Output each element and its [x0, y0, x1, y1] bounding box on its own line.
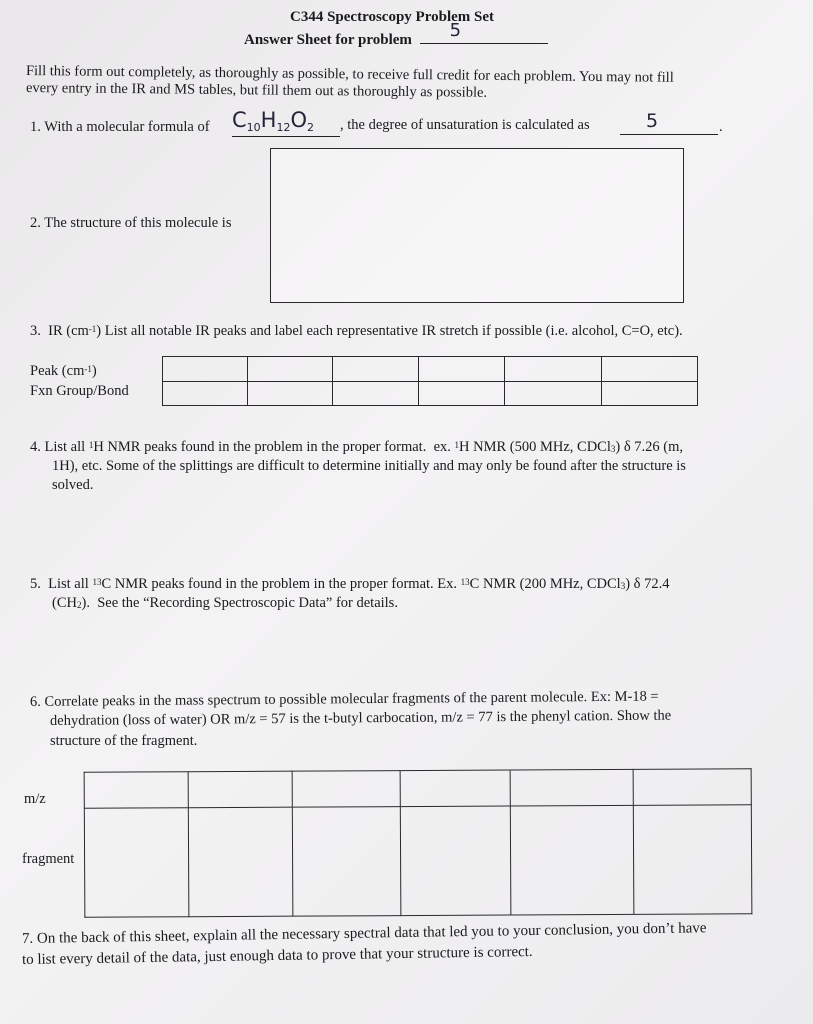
ir-group-cell[interactable]: [418, 381, 504, 406]
ms-mz-cell[interactable]: [633, 769, 752, 806]
q1-suffix: .: [719, 119, 723, 135]
ir-peak-cell[interactable]: [163, 357, 248, 382]
formula-value: $C_{10}H_{12}O_2$: [232, 108, 314, 134]
ms-mz-cell[interactable]: [84, 772, 188, 809]
q6-line-3: structure of the fragment.: [50, 733, 198, 749]
q4-line-3: solved.: [52, 477, 94, 493]
unsaturation-value: 5: [646, 110, 659, 132]
ms-row-label-mz: m/z: [24, 791, 46, 807]
ir-group-cell[interactable]: [504, 381, 602, 406]
ms-mz-cell[interactable]: [510, 769, 633, 806]
ms-fragment-cell[interactable]: [633, 805, 752, 915]
ir-peak-row: [163, 357, 698, 382]
q4-line-1: 4. List all $^1$H NMR peaks found in the problem in the proper format. ex. $^1$H NMR (500 MHz, CDCl$_3$) δ 7.26 (m,: [30, 439, 684, 455]
formula-blank[interactable]: [232, 108, 340, 137]
ir-peak-cell[interactable]: [247, 357, 332, 382]
q7-line-2: to list every detail of the data, just enough data to prove that your structure is correct.: [21, 943, 533, 968]
ir-group-row: [163, 381, 698, 406]
q4-line-2: 1H), etc. Some of the splittings are difficult to determine initially and may only be found after the structure is: [52, 458, 686, 474]
ir-group-cell[interactable]: [602, 381, 698, 406]
ms-table: [84, 768, 753, 917]
page-title: C344 Spectroscopy Problem Set: [290, 9, 495, 25]
ir-group-cell[interactable]: [247, 381, 332, 406]
q6-line-1: 6. Correlate peaks in the mass spectrum to possible molecular fragments of the parent molecule. Ex: M-18 =: [29, 688, 659, 710]
q6-line-2: dehydration (loss of water) OR m/z = 57 is the t-butyl carbocation, m/z = 77 is the phenyl cation. Show the: [49, 707, 672, 729]
ms-fragment-cell[interactable]: [84, 808, 188, 918]
problem-number-blank[interactable]: [420, 20, 548, 44]
ir-group-cell[interactable]: [163, 381, 248, 406]
unsaturation-blank[interactable]: [620, 110, 718, 135]
problem-number-value: 5: [449, 20, 462, 41]
ms-fragment-cell[interactable]: [400, 806, 511, 916]
ir-row-label-group: Fxn Group/Bond: [30, 383, 129, 399]
ir-group-cell[interactable]: [332, 381, 418, 406]
ir-table: [162, 356, 698, 406]
ir-row-label-peak: Peak $(cm^{-1})$: [30, 363, 97, 379]
q2-label: 2. The structure of this molecule is: [30, 215, 232, 231]
q5-line-2: $(CH_2)$. See the “Recording Spectroscopic Data” for details.: [52, 595, 398, 611]
ms-fragment-cell[interactable]: [510, 805, 633, 915]
ms-mz-cell[interactable]: [400, 770, 511, 807]
ms-fragment-cell[interactable]: [188, 807, 293, 917]
instructions-line-1: Fill this form out completely, as thoroughly as possible, to receive full credit for each problem. You may not fill: [25, 63, 674, 86]
ir-peak-cell[interactable]: [504, 357, 602, 382]
ir-peak-cell[interactable]: [602, 357, 698, 382]
structure-box[interactable]: [270, 148, 684, 303]
instructions-line-2: every entry in the IR and MS tables, but fill them out as thoroughly as possible.: [25, 80, 488, 101]
q3-label: 3. IR $(cm^{-1})$ List all notable IR peaks and label each representative IR stretch if possible (i.e. alcohol, C=O, etc).: [30, 323, 683, 339]
q1-middle: , the degree of unsaturation is calculated as: [340, 117, 590, 133]
ms-fragment-cell[interactable]: [292, 807, 400, 917]
q5-line-1: 5. List all $^{13}$C NMR peaks found in the problem in the proper format. Ex. $^{13}$C NMR (200 MHz, CDCl$_3$) δ 72.4: [30, 576, 670, 592]
q7-line-1: 7. On the back of this sheet, explain all the necessary spectral data that led you to your conclusion, you don’t have: [21, 920, 707, 947]
ms-mz-cell[interactable]: [188, 771, 293, 808]
ms-row-label-fragment: fragment: [22, 851, 75, 867]
ms-mz-cell[interactable]: [292, 771, 400, 808]
answer-sheet-label: [244, 20, 548, 49]
ms-mz-row: [84, 769, 751, 808]
answer-sheet-text: Answer Sheet for problem: [244, 32, 412, 48]
q1-prefix: 1. With a molecular formula of: [30, 119, 210, 135]
ir-peak-cell[interactable]: [418, 357, 504, 382]
ms-fragment-row: [84, 805, 752, 917]
ir-peak-cell[interactable]: [332, 357, 418, 382]
